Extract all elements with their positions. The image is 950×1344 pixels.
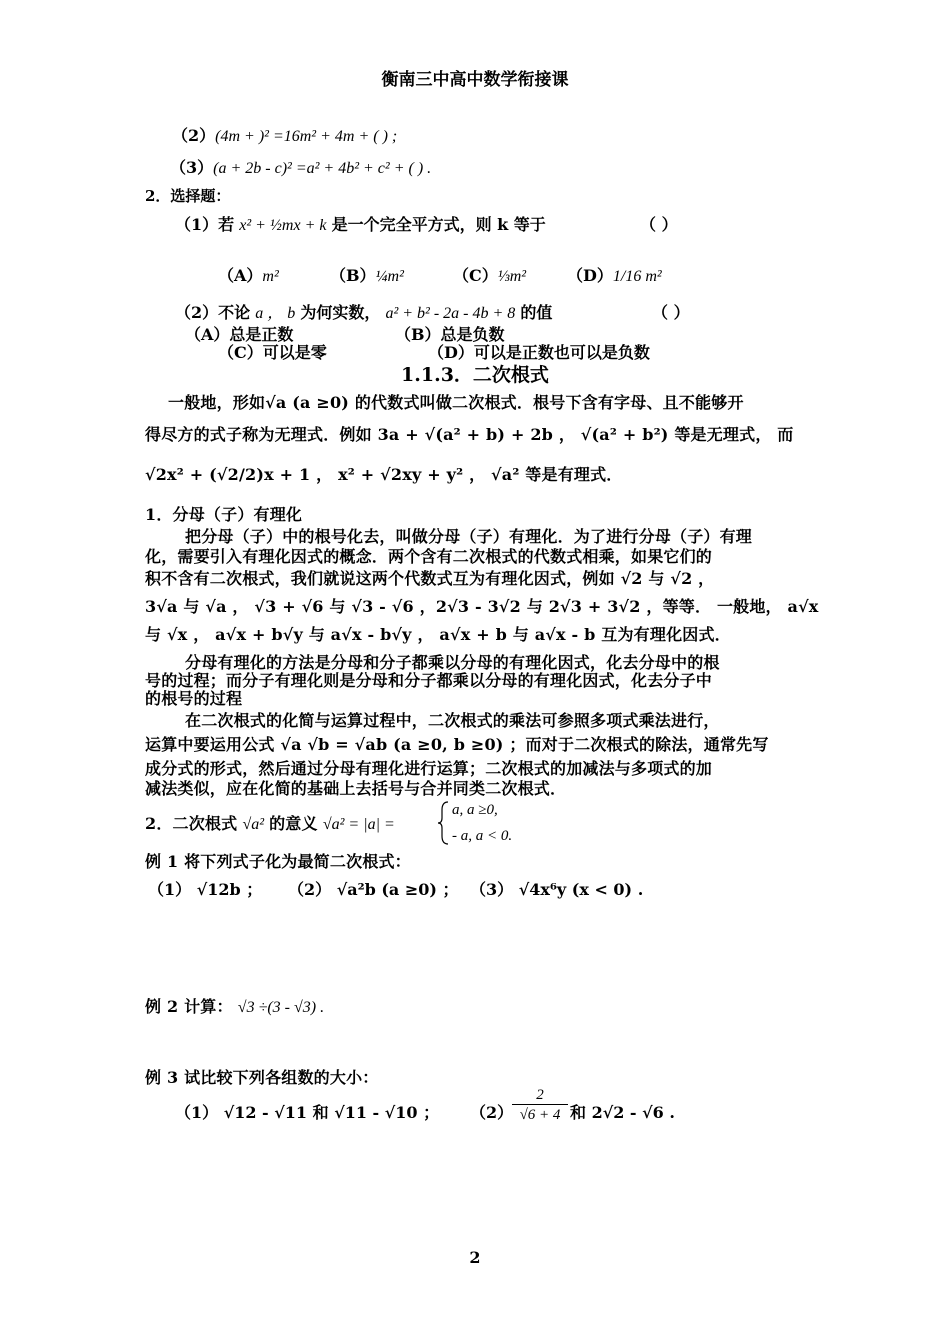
q1-option-a: （A）m² bbox=[218, 266, 279, 285]
section-title: 1.1.3．二次根式 bbox=[401, 364, 549, 386]
example-1-item-2: （2） √a²b (a ≥0) ； bbox=[288, 880, 459, 899]
piecewise-brace bbox=[436, 800, 450, 846]
choice-question-1-bracket: （ ） bbox=[640, 215, 678, 234]
example-3-fraction bbox=[512, 1086, 568, 1125]
rationalize-line-2: 化，需要引入有理化因式的概念．两个含有二次根式的代数式相乘，如果它们的 bbox=[145, 547, 713, 566]
choice-question-2: （2）不论 a ， b 为何实数， a² + b² - 2a - 4b + 8 的值 bbox=[175, 303, 553, 322]
page-number: 2 bbox=[469, 1248, 481, 1267]
subsection-2-title: 2．二次根式 √a² 的意义 √a² = |a| = bbox=[145, 814, 395, 833]
intro-line-1: 一般地，形如√a (a ≥0) 的代数式叫做二次根式．根号下含有字母、且不能够开 bbox=[168, 393, 744, 412]
method-line-3: 的根号的过程 bbox=[145, 689, 243, 708]
example-3-title: 例 3 试比较下列各组数的大小： bbox=[145, 1068, 379, 1087]
example-2: 例 2 计算： √3 ÷(3 - √3) . bbox=[145, 997, 325, 1016]
q1-option-b: （B）¼m² bbox=[330, 266, 404, 285]
example-1-item-3: （3） √4x⁶y (x < 0) . bbox=[470, 880, 644, 899]
operations-line-1: 在二次根式的化简与运算过程中，二次根式的乘法可参照多项式乘法进行， bbox=[185, 711, 720, 730]
example-1-title: 例 1 将下列式子化为最简二次根式： bbox=[145, 852, 411, 871]
rationalize-line-3: 积不含有二次根式，我们就说这两个代数式互为有理化因式，例如 √2 与 √2 ， bbox=[145, 569, 715, 588]
q2-option-b: （B）总是负数 bbox=[395, 325, 505, 344]
q2-option-d: （D）可以是正数也可以是负数 bbox=[428, 343, 650, 362]
fraction-denominator: √6 + 4 bbox=[512, 1104, 568, 1125]
fraction-numerator: 2 bbox=[536, 1087, 544, 1103]
choice-question-1: （1）若 x² + ½mx + k 是一个完全平方式，则 k 等于 bbox=[175, 215, 546, 234]
example-3-item-2-label: （2） bbox=[470, 1103, 514, 1122]
example-3-item-1: （1） √12 - √11 和 √11 - √10 ； bbox=[175, 1103, 440, 1122]
piecewise-case-1: a, a ≥0, bbox=[452, 802, 498, 818]
sqrt-a-squared-equals-abs: √a² = |a| = bbox=[322, 816, 395, 833]
operations-line-3: 成分式的形式，然后通过分母有理化进行运算；二次根式的加减法与多项式的加 bbox=[145, 759, 713, 778]
q2-option-a: （A）总是正数 bbox=[185, 325, 294, 344]
operations-line-2: 运算中要运用公式 √a √b = √ab (a ≥0, b ≥0) ；而对于二次根式的除法，通常先写 bbox=[145, 735, 769, 754]
page-header-title: 衡南三中高中数学衔接课 bbox=[381, 70, 569, 90]
q1-option-c: （C）⅓m² bbox=[453, 266, 527, 285]
piecewise-case-2: - a, a < 0. bbox=[452, 828, 513, 844]
example-3-item-2-rest: 和 2√2 - √6 . bbox=[570, 1103, 675, 1122]
fill-item-3: （3）(a + 2b - c)² =a² + 4b² + c² + ( ) . bbox=[170, 158, 432, 177]
rationalize-line-5: 与 √x ， a√x + b√y 与 a√x - b√y ， a√x + b 与 a√x - b 互为有理化因式． bbox=[145, 625, 731, 644]
method-line-2: 号的过程；而分子有理化则是分母和分子都乘以分母的有理化因式，化去分子中 bbox=[145, 671, 713, 690]
choice-heading: 2．选择题： bbox=[145, 187, 231, 205]
rationalize-line-4: 3√a 与 √a ， √3 + √6 与 √3 - √6 ，2√3 - 3√2 与 2√3 + 3√2 ，等等． 一般地， a√x bbox=[145, 597, 819, 616]
choice-question-2-bracket: （ ） bbox=[652, 303, 690, 322]
q1-option-d: （D）1/16 m² bbox=[567, 266, 662, 285]
subsection-1-title: 1．分母（子）有理化 bbox=[145, 505, 303, 524]
intro-line-3: √2x² + (√2/2)x + 1 ， x² + √2xy + y² ， √a² 等是有理式． bbox=[145, 465, 623, 484]
q2-option-c: （C）可以是零 bbox=[218, 343, 327, 362]
sqrt-a-squared: √a² bbox=[242, 816, 265, 833]
intro-line-2: 得尽方的式子称为无理式．例如 3a + √(a² + b) + 2b ， √(a² + b²) 等是无理式， 而 bbox=[145, 425, 794, 444]
operations-line-4: 减法类似，应在化简的基础上去括号与合并同类二次根式． bbox=[145, 779, 567, 798]
fill-item-2: （2）(4m + )² =16m² + 4m + ( ) ; bbox=[172, 126, 398, 145]
method-line-1: 分母有理化的方法是分母和分子都乘以分母的有理化因式，化去分母中的根 bbox=[185, 653, 720, 672]
example-1-item-1: （1） √12b ； bbox=[148, 880, 263, 899]
rationalize-line-1: 把分母（子）中的根号化去，叫做分母（子）有理化．为了进行分母（子）有理 bbox=[185, 527, 753, 546]
